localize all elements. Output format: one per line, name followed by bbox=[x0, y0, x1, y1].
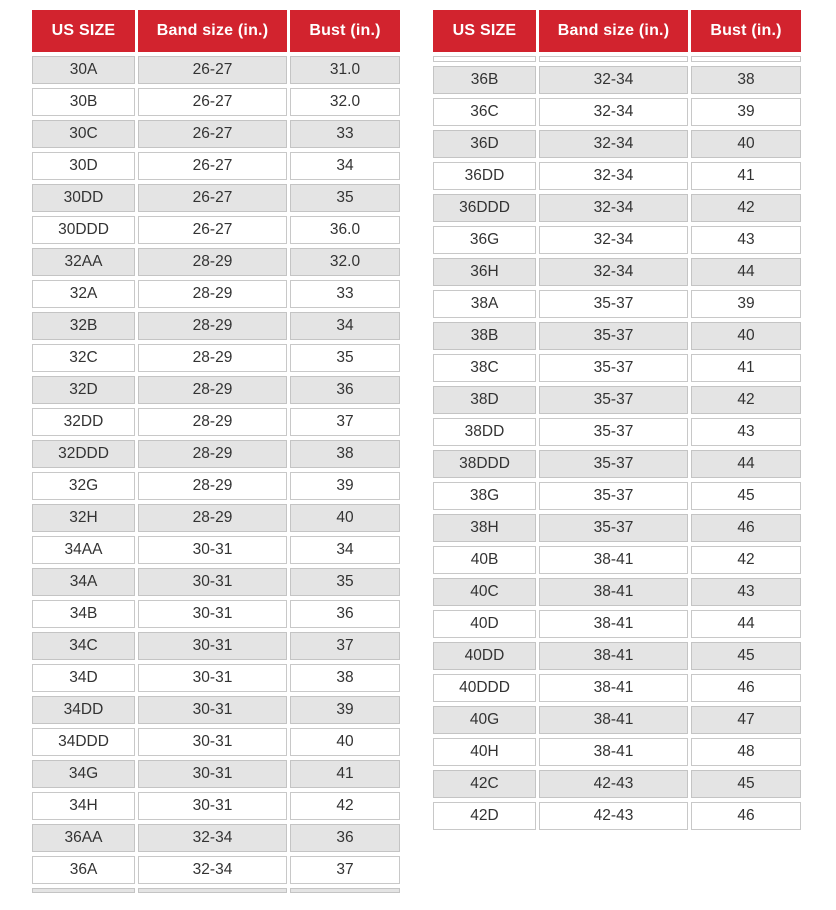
cell-band-size: 32-34 bbox=[539, 258, 688, 286]
cell-us-size: 36B bbox=[433, 66, 536, 94]
cell-band-size: 35-37 bbox=[539, 386, 688, 414]
cell-bust: 45 bbox=[691, 482, 801, 510]
cell-us-size: 40G bbox=[433, 706, 536, 734]
table-header-row bbox=[32, 10, 400, 52]
cell-us-size: 34C bbox=[32, 632, 135, 660]
cell-us-size bbox=[433, 56, 536, 62]
table-row bbox=[433, 578, 801, 606]
cell-band-size: 38-41 bbox=[539, 642, 688, 670]
table-row bbox=[433, 354, 801, 382]
cell-bust: 40 bbox=[290, 728, 400, 756]
table-row bbox=[433, 194, 801, 222]
table-row bbox=[32, 824, 400, 852]
cell-band-size: 30-31 bbox=[138, 728, 287, 756]
table-row bbox=[32, 696, 400, 724]
cell-band-size: 32-34 bbox=[138, 824, 287, 852]
cell-bust: 41 bbox=[290, 760, 400, 788]
cell-bust: 45 bbox=[691, 642, 801, 670]
cell-band-size: 26-27 bbox=[138, 216, 287, 244]
cell-us-size: 36D bbox=[433, 130, 536, 158]
cell-band-size: 30-31 bbox=[138, 760, 287, 788]
cell-bust: 36 bbox=[290, 600, 400, 628]
header-band-size: Band size (in.) bbox=[138, 10, 287, 52]
cell-bust: 44 bbox=[691, 610, 801, 638]
cell-bust: 42 bbox=[691, 194, 801, 222]
cell-band-size: 28-29 bbox=[138, 408, 287, 436]
cell-band-size: 28-29 bbox=[138, 472, 287, 500]
cell-us-size: 38C bbox=[433, 354, 536, 382]
table-row bbox=[433, 258, 801, 286]
table-header-row bbox=[433, 10, 801, 52]
cell-bust: 46 bbox=[691, 514, 801, 542]
table-row bbox=[32, 440, 400, 468]
table-body-left bbox=[32, 56, 400, 884]
table-row bbox=[32, 504, 400, 532]
cell-us-size: 32B bbox=[32, 312, 135, 340]
table-row bbox=[433, 642, 801, 670]
table-row bbox=[433, 386, 801, 414]
cell-bust: 37 bbox=[290, 856, 400, 884]
cell-bust: 38 bbox=[290, 440, 400, 468]
cell-us-size: 36H bbox=[433, 258, 536, 286]
cell-band-size: 28-29 bbox=[138, 312, 287, 340]
cell-band-size: 38-41 bbox=[539, 706, 688, 734]
table-row bbox=[433, 130, 801, 158]
cell-bust: 42 bbox=[691, 386, 801, 414]
cell-us-size: 30C bbox=[32, 120, 135, 148]
table-row bbox=[433, 802, 801, 830]
table-row bbox=[32, 120, 400, 148]
cell-us-size: 32DDD bbox=[32, 440, 135, 468]
cell-band-size: 26-27 bbox=[138, 88, 287, 116]
cell-us-size: 36A bbox=[32, 856, 135, 884]
cell-bust: 40 bbox=[290, 504, 400, 532]
cell-bust: 42 bbox=[691, 546, 801, 574]
cell-bust: 36.0 bbox=[290, 216, 400, 244]
table-row bbox=[32, 472, 400, 500]
cell-bust: 39 bbox=[691, 98, 801, 126]
cell-us-size: 38DD bbox=[433, 418, 536, 446]
cell-us-size: 36DD bbox=[433, 162, 536, 190]
cell-bust: 43 bbox=[691, 226, 801, 254]
cell-us-size: 34A bbox=[32, 568, 135, 596]
cell-bust: 39 bbox=[691, 290, 801, 318]
table-row bbox=[433, 514, 801, 542]
table-row bbox=[32, 408, 400, 436]
cell-us-size: 40H bbox=[433, 738, 536, 766]
cell-bust: 45 bbox=[691, 770, 801, 798]
cell-band-size bbox=[539, 56, 688, 62]
cell-us-size: 32H bbox=[32, 504, 135, 532]
cell-band-size: 28-29 bbox=[138, 344, 287, 372]
cell-band-size: 30-31 bbox=[138, 600, 287, 628]
cell-bust: 41 bbox=[691, 162, 801, 190]
cell-us-size: 40DDD bbox=[433, 674, 536, 702]
cell-us-size: 36G bbox=[433, 226, 536, 254]
cell-us-size: 36AA bbox=[32, 824, 135, 852]
cell-us-size: 32AA bbox=[32, 248, 135, 276]
cell-band-size: 32-34 bbox=[539, 162, 688, 190]
cell-band-size: 38-41 bbox=[539, 578, 688, 606]
header-band-size: Band size (in.) bbox=[539, 10, 688, 52]
cell-us-size: 34AA bbox=[32, 536, 135, 564]
table-row bbox=[32, 88, 400, 116]
cell-bust: 40 bbox=[691, 130, 801, 158]
cell-band-size: 35-37 bbox=[539, 514, 688, 542]
table-row bbox=[32, 248, 400, 276]
partial-row-cropped bbox=[433, 56, 801, 62]
cell-us-size bbox=[32, 888, 135, 893]
table-row bbox=[32, 568, 400, 596]
table-row bbox=[32, 152, 400, 180]
cell-bust: 36 bbox=[290, 376, 400, 404]
cell-band-size: 32-34 bbox=[539, 194, 688, 222]
cell-us-size: 40B bbox=[433, 546, 536, 574]
size-table-left bbox=[32, 10, 400, 893]
cell-us-size: 32D bbox=[32, 376, 135, 404]
cell-bust: 32.0 bbox=[290, 88, 400, 116]
cell-band-size: 32-34 bbox=[539, 226, 688, 254]
cell-band-size: 35-37 bbox=[539, 354, 688, 382]
table-row bbox=[433, 546, 801, 574]
cell-band-size: 30-31 bbox=[138, 536, 287, 564]
cell-us-size: 34G bbox=[32, 760, 135, 788]
cell-band-size: 42-43 bbox=[539, 802, 688, 830]
cell-us-size: 30DDD bbox=[32, 216, 135, 244]
cell-band-size: 26-27 bbox=[138, 152, 287, 180]
cell-band-size: 35-37 bbox=[539, 450, 688, 478]
cell-band-size: 26-27 bbox=[138, 56, 287, 84]
cell-band-size: 32-34 bbox=[539, 66, 688, 94]
cell-bust: 34 bbox=[290, 312, 400, 340]
table-row bbox=[32, 344, 400, 372]
cell-bust: 34 bbox=[290, 152, 400, 180]
cell-bust: 33 bbox=[290, 120, 400, 148]
cell-bust bbox=[290, 888, 400, 893]
table-row bbox=[433, 322, 801, 350]
cell-bust: 39 bbox=[290, 696, 400, 724]
cell-band-size: 28-29 bbox=[138, 440, 287, 468]
cell-band-size: 38-41 bbox=[539, 674, 688, 702]
cell-us-size: 32DD bbox=[32, 408, 135, 436]
table-row bbox=[433, 290, 801, 318]
cell-band-size: 35-37 bbox=[539, 290, 688, 318]
cell-band-size: 35-37 bbox=[539, 482, 688, 510]
cell-us-size: 36C bbox=[433, 98, 536, 126]
cell-bust: 40 bbox=[691, 322, 801, 350]
cell-band-size: 42-43 bbox=[539, 770, 688, 798]
cell-band-size: 28-29 bbox=[138, 248, 287, 276]
cell-us-size: 34DD bbox=[32, 696, 135, 724]
table-row bbox=[32, 760, 400, 788]
header-bust: Bust (in.) bbox=[290, 10, 400, 52]
cell-band-size: 38-41 bbox=[539, 738, 688, 766]
header-us-size: US SIZE bbox=[32, 10, 135, 52]
cell-bust: 44 bbox=[691, 258, 801, 286]
table-row bbox=[433, 226, 801, 254]
table-row bbox=[32, 600, 400, 628]
table-row bbox=[433, 450, 801, 478]
cell-us-size: 30A bbox=[32, 56, 135, 84]
cell-us-size: 42D bbox=[433, 802, 536, 830]
cell-us-size: 40D bbox=[433, 610, 536, 638]
partial-row-cropped bbox=[32, 888, 400, 893]
table-row bbox=[32, 856, 400, 884]
cell-band-size: 30-31 bbox=[138, 568, 287, 596]
cell-us-size: 30DD bbox=[32, 184, 135, 212]
table-row bbox=[433, 738, 801, 766]
table-row bbox=[433, 418, 801, 446]
header-bust: Bust (in.) bbox=[691, 10, 801, 52]
cell-bust: 31.0 bbox=[290, 56, 400, 84]
table-row bbox=[433, 674, 801, 702]
table-row bbox=[32, 632, 400, 660]
cell-band-size: 32-34 bbox=[539, 98, 688, 126]
table-row bbox=[32, 376, 400, 404]
cell-us-size: 32A bbox=[32, 280, 135, 308]
table-row bbox=[32, 792, 400, 820]
size-table-right bbox=[433, 10, 801, 830]
cell-bust: 39 bbox=[290, 472, 400, 500]
cell-bust: 34 bbox=[290, 536, 400, 564]
cell-us-size: 38A bbox=[433, 290, 536, 318]
cell-band-size: 32-34 bbox=[539, 130, 688, 158]
table-row bbox=[433, 610, 801, 638]
table-row bbox=[32, 728, 400, 756]
cell-us-size: 32C bbox=[32, 344, 135, 372]
cell-band-size: 28-29 bbox=[138, 376, 287, 404]
cell-us-size: 42C bbox=[433, 770, 536, 798]
cell-bust: 37 bbox=[290, 632, 400, 660]
table-row bbox=[32, 280, 400, 308]
table-row bbox=[32, 664, 400, 692]
cell-band-size: 28-29 bbox=[138, 280, 287, 308]
cell-band-size: 30-31 bbox=[138, 664, 287, 692]
cell-us-size: 40C bbox=[433, 578, 536, 606]
cell-bust: 36 bbox=[290, 824, 400, 852]
cell-band-size: 38-41 bbox=[539, 610, 688, 638]
cell-us-size: 40DD bbox=[433, 642, 536, 670]
cell-bust: 43 bbox=[691, 418, 801, 446]
cell-band-size: 38-41 bbox=[539, 546, 688, 574]
table-row bbox=[433, 98, 801, 126]
cell-band-size: 32-34 bbox=[138, 856, 287, 884]
cell-us-size: 36DDD bbox=[433, 194, 536, 222]
table-row bbox=[32, 184, 400, 212]
table-row bbox=[32, 216, 400, 244]
cell-us-size: 38D bbox=[433, 386, 536, 414]
cell-bust: 35 bbox=[290, 184, 400, 212]
cell-bust: 35 bbox=[290, 344, 400, 372]
cell-bust: 48 bbox=[691, 738, 801, 766]
cell-us-size: 34B bbox=[32, 600, 135, 628]
cell-band-size: 30-31 bbox=[138, 696, 287, 724]
cell-us-size: 32G bbox=[32, 472, 135, 500]
cell-bust: 46 bbox=[691, 802, 801, 830]
cell-us-size: 34D bbox=[32, 664, 135, 692]
cell-bust: 41 bbox=[691, 354, 801, 382]
cell-bust: 47 bbox=[691, 706, 801, 734]
cell-bust: 46 bbox=[691, 674, 801, 702]
cell-bust: 37 bbox=[290, 408, 400, 436]
cell-band-size: 30-31 bbox=[138, 632, 287, 660]
cell-us-size: 34H bbox=[32, 792, 135, 820]
cell-us-size: 38B bbox=[433, 322, 536, 350]
table-body-right bbox=[433, 66, 801, 830]
cell-band-size: 30-31 bbox=[138, 792, 287, 820]
cell-band-size: 26-27 bbox=[138, 184, 287, 212]
cell-band-size: 35-37 bbox=[539, 418, 688, 446]
table-row bbox=[433, 770, 801, 798]
table-row bbox=[32, 536, 400, 564]
cell-bust: 38 bbox=[290, 664, 400, 692]
header-us-size: US SIZE bbox=[433, 10, 536, 52]
cell-band-size: 28-29 bbox=[138, 504, 287, 532]
cell-bust: 33 bbox=[290, 280, 400, 308]
cell-us-size: 34DDD bbox=[32, 728, 135, 756]
cell-bust: 44 bbox=[691, 450, 801, 478]
cell-bust: 32.0 bbox=[290, 248, 400, 276]
cell-us-size: 30D bbox=[32, 152, 135, 180]
cell-bust: 35 bbox=[290, 568, 400, 596]
cell-band-size: 26-27 bbox=[138, 120, 287, 148]
cell-us-size: 38G bbox=[433, 482, 536, 510]
cell-band-size: 35-37 bbox=[539, 322, 688, 350]
cell-band-size bbox=[138, 888, 287, 893]
cell-bust bbox=[691, 56, 801, 62]
cell-us-size: 38H bbox=[433, 514, 536, 542]
cell-us-size: 30B bbox=[32, 88, 135, 116]
table-row bbox=[433, 706, 801, 734]
cell-bust: 38 bbox=[691, 66, 801, 94]
table-row bbox=[433, 482, 801, 510]
table-row bbox=[433, 162, 801, 190]
cell-us-size: 38DDD bbox=[433, 450, 536, 478]
table-row bbox=[32, 312, 400, 340]
cell-bust: 43 bbox=[691, 578, 801, 606]
table-row bbox=[433, 66, 801, 94]
cell-bust: 42 bbox=[290, 792, 400, 820]
table-row bbox=[32, 56, 400, 84]
